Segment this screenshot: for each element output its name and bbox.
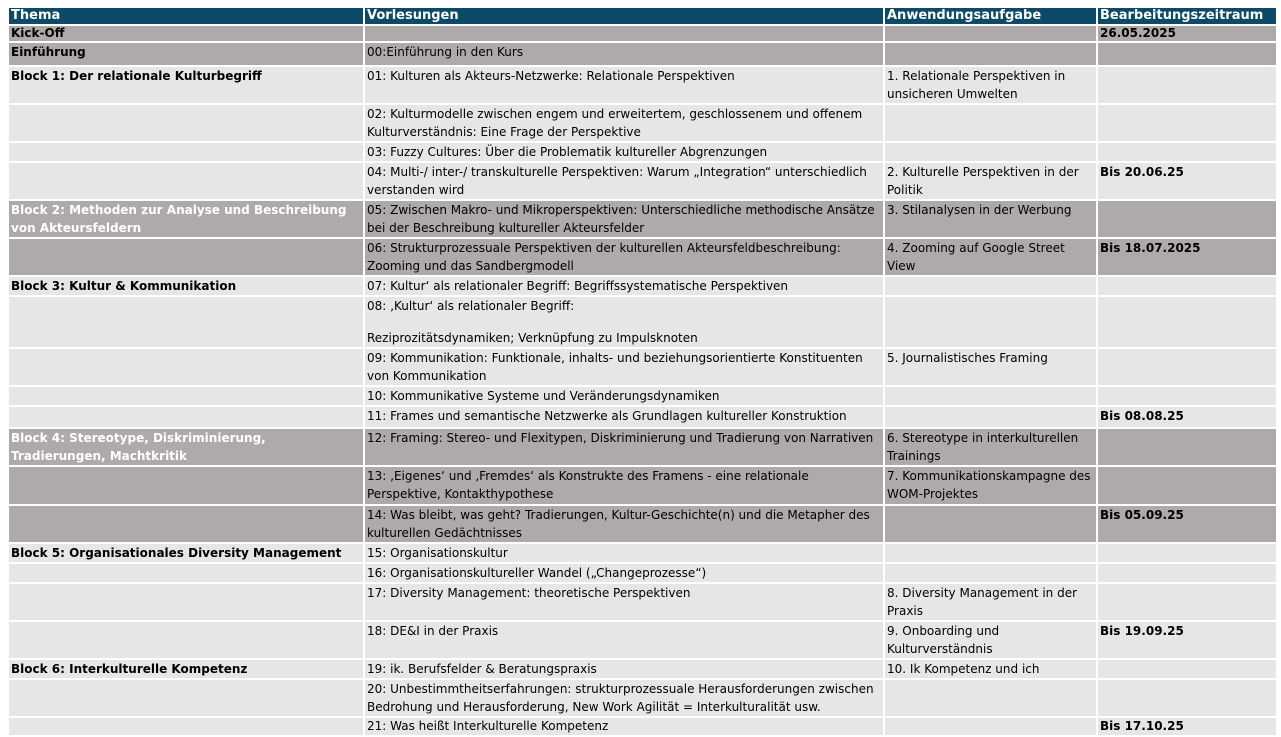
task-cell xyxy=(884,276,1097,296)
theme-cell: Block 6: Interkulturelle Kompetenz xyxy=(8,659,364,679)
lecture-cell: 03: Fuzzy Cultures: Über die Problematik kultureller Abgrenzungen xyxy=(364,142,884,162)
lecture-cell: 11: Frames und semantische Netzwerke als Grundlagen kultureller Konstruktion xyxy=(364,406,884,428)
theme-cell xyxy=(8,466,364,505)
lecture-cell: 05: Zwischen Makro- und Mikroperspektiven: Unterschiedliche methodische Ansätze bei der Beschreibung kultureller Akteursfelder xyxy=(364,200,884,238)
table-row xyxy=(8,659,1277,679)
theme-cell xyxy=(8,238,364,276)
task-cell xyxy=(884,104,1097,142)
task-cell xyxy=(884,505,1097,543)
period-cell xyxy=(1097,563,1277,583)
task-cell: 1. Relationale Perspektiven in unsicheren Umwelten xyxy=(884,66,1097,104)
header-thema: Thema xyxy=(8,7,364,25)
task-cell: 2. Kulturelle Perspektiven in der Politik xyxy=(884,162,1097,200)
table-row xyxy=(8,66,1277,104)
table-row xyxy=(8,104,1277,142)
period-cell: Bis 05.09.25 xyxy=(1097,505,1277,543)
table-row xyxy=(8,406,1277,428)
period-cell xyxy=(1097,386,1277,406)
table-row xyxy=(8,386,1277,406)
table-row xyxy=(8,679,1277,717)
header-vorlesungen: Vorlesungen xyxy=(364,7,884,25)
lecture-line: Reziprozitätsdynamiken; Verknüpfung zu Impulsknoten xyxy=(367,331,698,345)
table-row xyxy=(8,717,1277,736)
table-row xyxy=(8,583,1277,621)
task-cell: 7. Kommunikationskampagne des WOM-Projektes xyxy=(884,466,1097,505)
period-cell: Bis 18.07.2025 xyxy=(1097,238,1277,276)
table-row xyxy=(8,276,1277,296)
theme-cell: Block 5: Organisationales Diversity Management xyxy=(8,543,364,563)
theme-cell xyxy=(8,296,364,348)
task-cell: 3. Stilanalysen in der Werbung xyxy=(884,200,1097,238)
theme-cell: Block 1: Der relationale Kulturbegriff xyxy=(8,66,364,104)
table-row xyxy=(8,543,1277,563)
lecture-cell: 20: Unbestimmtheitserfahrungen: strukturprozessuale Herausforderungen zwischen Bedrohung und Herausforderung, New Work Agilität = Interkulturalität usw. xyxy=(364,679,884,717)
period-cell xyxy=(1097,296,1277,348)
period-cell xyxy=(1097,142,1277,162)
task-cell: 10. Ik Kompetenz und ich xyxy=(884,659,1097,679)
lecture-cell: 01: Kulturen als Akteurs-Netzwerke: Relationale Perspektiven xyxy=(364,66,884,104)
lecture-cell: 13: ‚Eigenes‘ und ‚Fremdes‘ als Konstrukte des Framens - eine relationale Perspektive, Kontakthypothese xyxy=(364,466,884,505)
lecture-cell: 14: Was bleibt, was geht? Tradierungen, Kultur-Geschichte(n) und die Metapher des kulturellen Gedächtnisses xyxy=(364,505,884,543)
footer-decoration xyxy=(0,711,104,717)
table-row xyxy=(8,505,1277,543)
period-cell xyxy=(1097,428,1277,466)
period-cell: Bis 19.09.25 xyxy=(1097,621,1277,659)
table-row xyxy=(8,621,1277,659)
theme-cell xyxy=(8,104,364,142)
theme-cell: Block 3: Kultur & Kommunikation xyxy=(8,276,364,296)
theme-cell xyxy=(8,162,364,200)
period-cell xyxy=(1097,466,1277,505)
lecture-cell: 15: Organisationskultur xyxy=(364,543,884,563)
table-row xyxy=(8,200,1277,238)
lecture-cell xyxy=(364,296,884,348)
lecture-cell: 16: Organisationskultureller Wandel („Changeprozesse“) xyxy=(364,563,884,583)
lecture-cell: 17: Diversity Management: theoretische Perspektiven xyxy=(364,583,884,621)
period-cell xyxy=(1097,66,1277,104)
table-row xyxy=(8,348,1277,386)
table-header-row xyxy=(8,7,1277,25)
task-cell: 9. Onboarding und Kulturverständnis xyxy=(884,621,1097,659)
lecture-cell: 04: Multi-/ inter-/ transkulturelle Perspektiven: Warum „Integration“ unterschiedlich verstanden wird xyxy=(364,162,884,200)
task-cell xyxy=(884,386,1097,406)
theme-cell xyxy=(8,717,364,736)
task-cell xyxy=(884,543,1097,563)
theme-cell xyxy=(8,386,364,406)
lecture-cell: 07: Kultur‘ als relationaler Begriff: Begriffssystematische Perspektiven xyxy=(364,276,884,296)
theme-cell xyxy=(8,142,364,162)
period-cell xyxy=(1097,200,1277,238)
lecture-cell: 10: Kommunikative Systeme und Veränderungsdynamiken xyxy=(364,386,884,406)
table-row xyxy=(8,466,1277,505)
table-row xyxy=(8,563,1277,583)
task-cell xyxy=(884,142,1097,162)
theme-cell: Block 2: Methoden zur Analyse und Beschreibung von Akteursfeldern xyxy=(8,200,364,238)
table-row xyxy=(8,238,1277,276)
table-row xyxy=(8,42,1277,66)
task-cell xyxy=(884,563,1097,583)
task-cell xyxy=(884,296,1097,348)
period-cell xyxy=(1097,583,1277,621)
period-cell: 26.05.2025 xyxy=(1097,25,1277,42)
task-cell: 5. Journalistisches Framing xyxy=(884,348,1097,386)
task-cell xyxy=(884,717,1097,736)
lecture-cell: 00:Einführung in den Kurs xyxy=(364,42,884,66)
period-cell: Bis 20.06.25 xyxy=(1097,162,1277,200)
task-cell: 4. Zooming auf Google Street View xyxy=(884,238,1097,276)
lecture-cell: 02: Kulturmodelle zwischen engem und erweitertem, geschlossenem und offenem Kulturverständnis: Eine Frage der Perspektive xyxy=(364,104,884,142)
period-cell xyxy=(1097,659,1277,679)
table-row xyxy=(8,142,1277,162)
lecture-line: 08: ‚Kultur‘ als relationaler Begriff: xyxy=(367,299,575,313)
period-cell xyxy=(1097,543,1277,563)
theme-cell: Einführung xyxy=(8,42,364,66)
table-row xyxy=(8,162,1277,200)
lecture-cell: 18: DE&I in der Praxis xyxy=(364,621,884,659)
period-cell xyxy=(1097,42,1277,66)
theme-cell: Block 4: Stereotype, Diskriminierung, Tradierungen, Machtkritik xyxy=(8,428,364,466)
period-cell xyxy=(1097,679,1277,717)
lecture-cell xyxy=(364,25,884,42)
header-anwendungsaufgabe: Anwendungsaufgabe xyxy=(884,7,1097,25)
task-cell xyxy=(884,406,1097,428)
period-cell: Bis 17.10.25 xyxy=(1097,717,1277,736)
task-cell xyxy=(884,42,1097,66)
theme-cell xyxy=(8,621,364,659)
theme-cell xyxy=(8,348,364,386)
table-row xyxy=(8,25,1277,42)
period-cell xyxy=(1097,348,1277,386)
task-cell: 6. Stereotype in interkulturellen Trainings xyxy=(884,428,1097,466)
lecture-cell: 19: ik. Berufsfelder & Beratungspraxis xyxy=(364,659,884,679)
schedule-table xyxy=(7,6,1278,737)
period-cell xyxy=(1097,276,1277,296)
table-row xyxy=(8,296,1277,348)
lecture-cell: 12: Framing: Stereo- und Flexitypen, Diskriminierung und Tradierung von Narrativen xyxy=(364,428,884,466)
theme-cell xyxy=(8,583,364,621)
theme-cell xyxy=(8,505,364,543)
lecture-cell: 21: Was heißt Interkulturelle Kompetenz xyxy=(364,717,884,736)
period-cell xyxy=(1097,104,1277,142)
task-cell xyxy=(884,25,1097,42)
theme-cell xyxy=(8,563,364,583)
header-bearbeitungszeitraum: Bearbeitungszeitraum xyxy=(1097,7,1277,25)
task-cell xyxy=(884,679,1097,717)
lecture-cell: 09: Kommunikation: Funktionale, inhalts- und beziehungsorientierte Konstituenten von Kommunikation xyxy=(364,348,884,386)
theme-cell: Kick-Off xyxy=(8,25,364,42)
task-cell: 8. Diversity Management in der Praxis xyxy=(884,583,1097,621)
period-cell: Bis 08.08.25 xyxy=(1097,406,1277,428)
lecture-cell: 06: Strukturprozessuale Perspektiven der kulturellen Akteursfeldbeschreibung: Zooming und das Sandbergmodell xyxy=(364,238,884,276)
table-row xyxy=(8,428,1277,466)
theme-cell xyxy=(8,406,364,428)
